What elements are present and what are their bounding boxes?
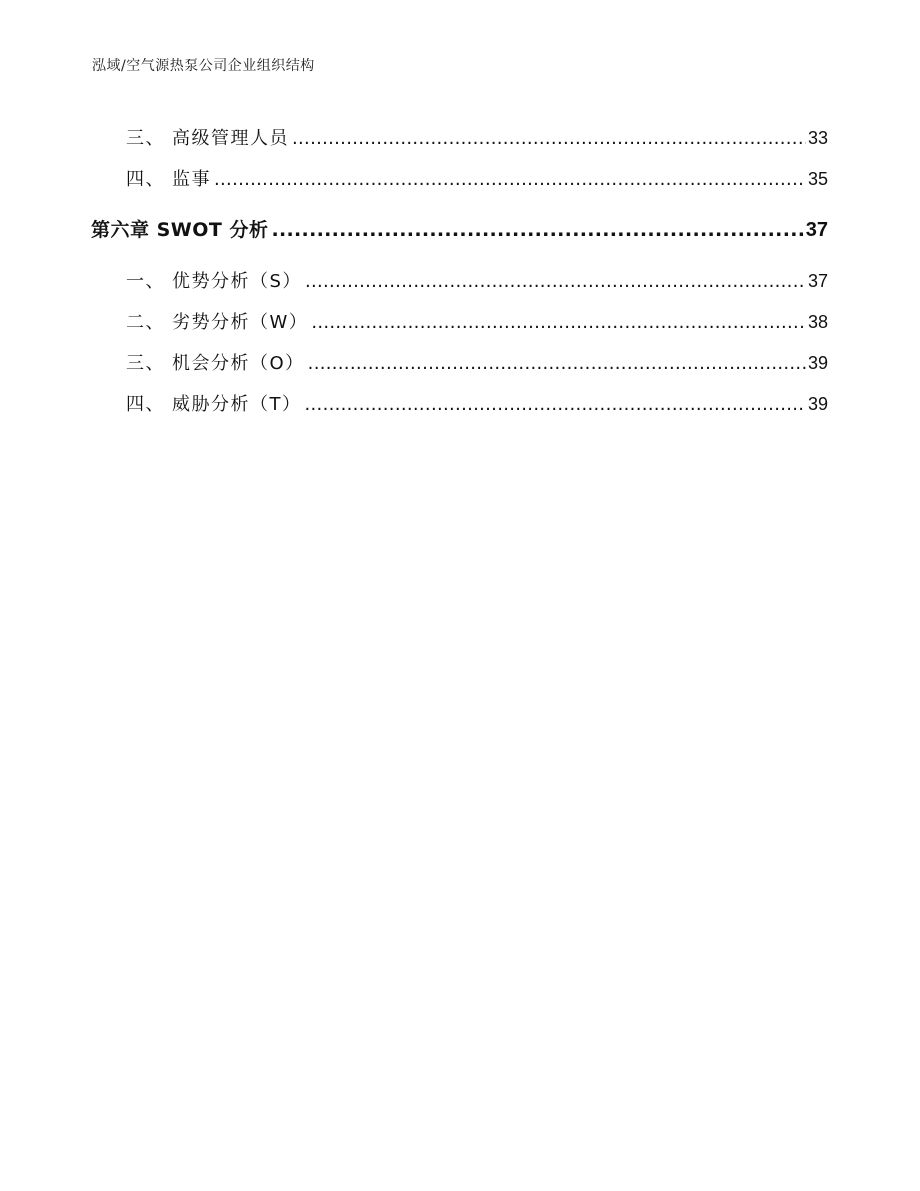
toc-entry-strengths[interactable] bbox=[126, 267, 828, 293]
toc-dot-leader bbox=[271, 219, 803, 241]
toc-dot-leader bbox=[308, 353, 806, 374]
toc-entry-opportunities[interactable] bbox=[126, 349, 828, 375]
toc-entry-title: 监事 bbox=[172, 169, 211, 190]
toc-entry-threats[interactable] bbox=[126, 390, 828, 416]
toc-entry-senior-management[interactable] bbox=[126, 124, 828, 150]
toc-entry-page: 35 bbox=[807, 169, 828, 189]
toc-chapter-title: 第六章 SWOT 分析 bbox=[91, 219, 269, 241]
toc-entry-page: 38 bbox=[807, 312, 828, 332]
toc-entry-number: 四、 bbox=[126, 394, 165, 415]
toc-entry-number: 二、 bbox=[126, 312, 165, 333]
toc-entry-page: 33 bbox=[807, 128, 828, 148]
toc-entry-title: 高级管理人员 bbox=[172, 128, 289, 149]
toc-entry-title: 优势分析（S） bbox=[172, 271, 302, 292]
toc-entry-weaknesses[interactable] bbox=[126, 308, 828, 334]
toc-entry-title: 机会分析（O） bbox=[172, 353, 305, 374]
toc-entry-page: 39 bbox=[807, 353, 828, 373]
toc-dot-leader bbox=[214, 169, 806, 190]
toc-entry-number: 一、 bbox=[126, 271, 165, 292]
running-header: 泓域/空气源热泵公司企业组织结构 bbox=[92, 58, 315, 74]
toc-entry-title: 威胁分析（T） bbox=[172, 394, 302, 415]
toc-dot-leader bbox=[305, 271, 806, 292]
toc-entry-supervisors[interactable] bbox=[126, 165, 828, 191]
toc-entry-number: 四、 bbox=[126, 169, 165, 190]
toc-entry-chapter-six-swot[interactable] bbox=[91, 215, 828, 242]
toc-dot-leader bbox=[292, 128, 806, 149]
toc-entry-page: 39 bbox=[807, 394, 828, 414]
toc-dot-leader bbox=[311, 312, 806, 333]
toc-entry-page: 37 bbox=[807, 271, 828, 291]
toc-entry-number: 三、 bbox=[126, 128, 165, 149]
toc-entry-page: 37 bbox=[805, 219, 828, 241]
toc-entry-title: 劣势分析（W） bbox=[172, 312, 309, 333]
toc-entry-number: 三、 bbox=[126, 353, 165, 374]
toc-dot-leader bbox=[305, 394, 806, 415]
